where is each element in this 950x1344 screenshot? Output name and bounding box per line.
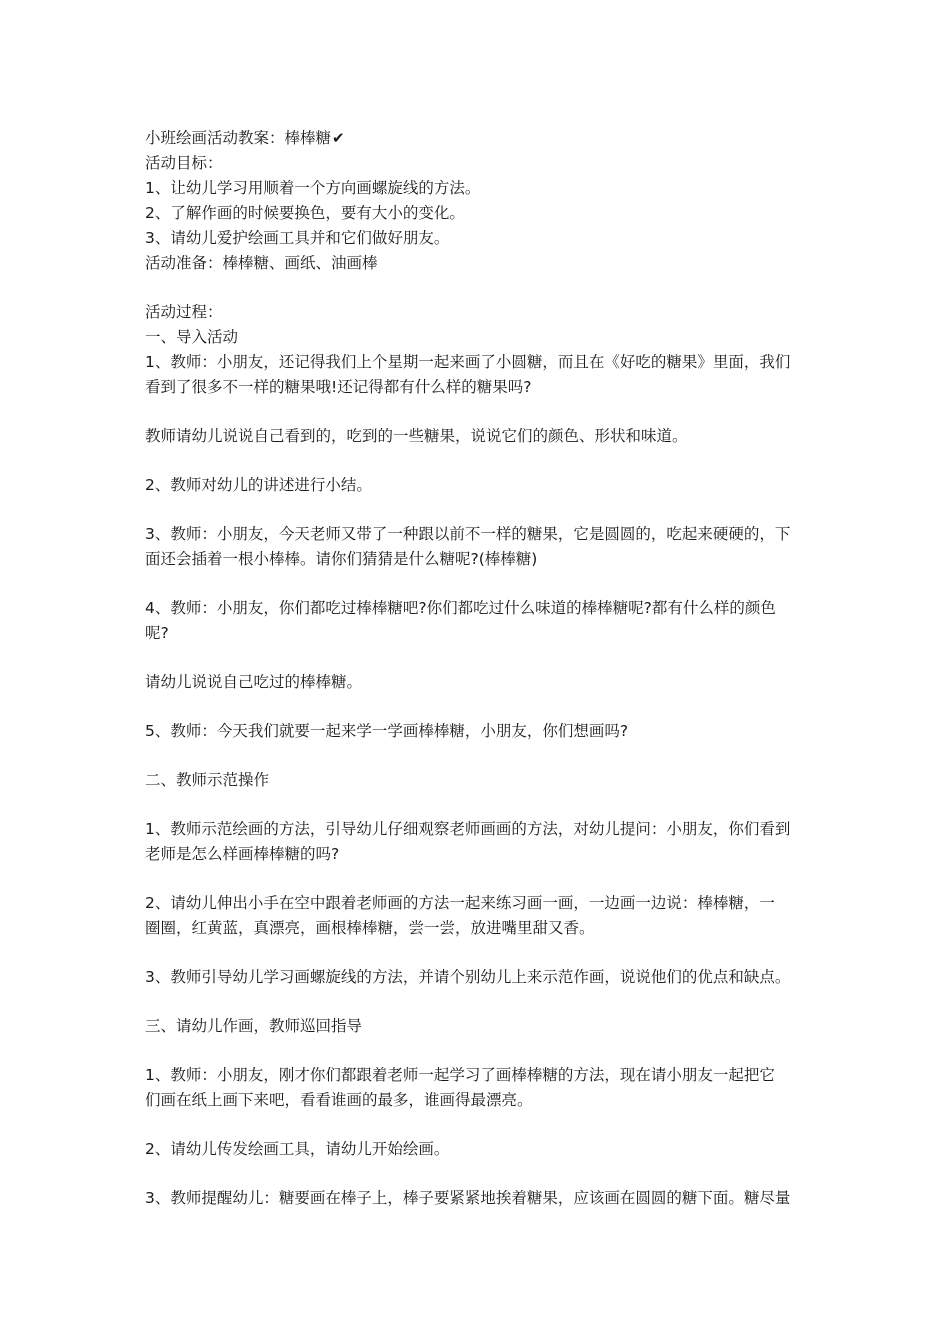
section-1-paragraph-7: 5、教师：今天我们就要一起来学一学画棒棒糖，小朋友，你们想画吗? — [145, 722, 629, 740]
section-2-heading: 二、教师示范操作 — [145, 771, 270, 789]
section-3-paragraph-2: 2、请幼儿传发绘画工具，请幼儿开始绘画。 — [145, 1140, 450, 1158]
goals-heading: 活动目标： — [145, 154, 223, 172]
section-2-paragraph-3: 3、教师引导幼儿学习画螺旋线的方法，并请个别幼儿上来示范作画，说说他们的优点和缺点。 — [145, 968, 791, 986]
section-3-paragraph-3: 3、教师提醒幼儿：糖要画在棒子上，棒子要紧紧地挨着糖果，应该画在圆圆的糖下面。糖尽量 — [145, 1189, 791, 1207]
process-heading: 活动过程： — [145, 303, 223, 321]
section-3-paragraph-1: 1、教师：小朋友，刚才你们都跟着老师一起学习了画棒棒糖的方法，现在请小朋友一起把它 — [145, 1066, 775, 1084]
goal-item-3: 3、请幼儿爱护绘画工具并和它们做好朋友。 — [145, 229, 450, 247]
section-1-paragraph-4: 3、教师：小朋友，今天老师又带了一种跟以前不一样的糖果，它是圆圆的，吃起来硬硬的，下 — [145, 525, 791, 543]
section-3-heading: 三、请幼儿作画，教师巡回指导 — [145, 1017, 363, 1035]
section-1-heading: 一、导入活动 — [145, 328, 239, 346]
section-2-paragraph-2: 2、请幼儿伸出小手在空中跟着老师画的方法一起来练习画一画，一边画一边说：棒棒糖，一 — [145, 894, 775, 912]
section-2-paragraph-1: 1、教师示范绘画的方法，引导幼儿仔细观察老师画画的方法，对幼儿提问：小朋友，你们看到 — [145, 820, 791, 838]
section-1-paragraph-1-cont: 看到了很多不一样的糖果哦!还记得都有什么样的糖果吗? — [145, 378, 532, 396]
section-1-paragraph-4-cont: 面还会插着一根小棒棒。请你们猜猜是什么糖呢?(棒棒糖) — [145, 550, 538, 568]
goal-item-2: 2、了解作画的时候要换色，要有大小的变化。 — [145, 204, 465, 222]
goal-item-1: 1、让幼儿学习用顺着一个方向画螺旋线的方法。 — [145, 179, 481, 197]
section-3-paragraph-1-cont: 们画在纸上画下来吧，看看谁画的最多，谁画得最漂亮。 — [145, 1091, 533, 1109]
section-1-paragraph-6: 请幼儿说说自己吃过的棒棒糖。 — [145, 673, 363, 691]
section-1-paragraph-5-cont: 呢? — [145, 624, 169, 642]
section-1-paragraph-5: 4、教师：小朋友，你们都吃过棒棒糖吧?你们都吃过什么味道的棒棒糖呢?都有什么样的颜色 — [145, 599, 776, 617]
section-1-paragraph-1: 1、教师：小朋友，还记得我们上个星期一起来画了小圆糖，而且在《好吃的糖果》里面，我们 — [145, 353, 791, 371]
section-2-paragraph-2-cont: 圈圈，红黄蓝，真漂亮，画根棒棒糖，尝一尝，放进嘴里甜又香。 — [145, 919, 595, 937]
preparation-line: 活动准备：棒棒糖、画纸、油画棒 — [145, 254, 378, 272]
doc-title: 小班绘画活动教案：棒棒糖 — [145, 129, 332, 147]
lesson-plan-text — [145, 126, 825, 1211]
doc-title-line — [145, 126, 825, 151]
section-1-paragraph-2: 教师请幼儿说说自己看到的，吃到的一些糖果，说说它们的颜色、形状和味道。 — [145, 427, 688, 445]
checkmark-icon: ✔ — [332, 129, 345, 147]
section-2-paragraph-1-cont: 老师是怎么样画棒棒糖的吗? — [145, 845, 340, 863]
section-1-paragraph-3: 2、教师对幼儿的讲述进行小结。 — [145, 476, 372, 494]
